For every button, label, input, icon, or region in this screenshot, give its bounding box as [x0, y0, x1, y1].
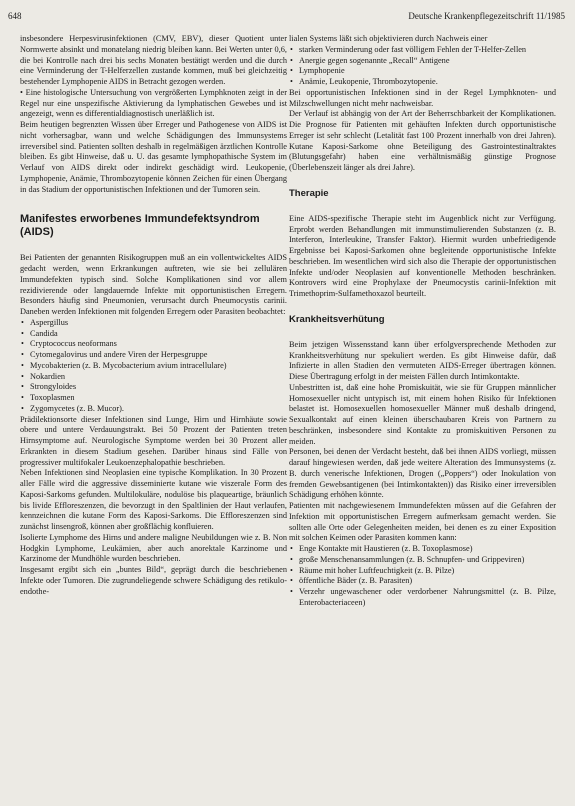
- list-item: • Räume mit hoher Luftfeuchtigkeit (z. B. Pilze): [289, 566, 556, 577]
- list-item: • Mycobakterien (z. B. Mycobacterium avium intracellulare): [20, 361, 287, 372]
- intro-paragraph-2: • Eine histologische Untersuchung von vergrößerten Lymphknoten zeigt in der Regel nur eine unspezifische Aktivierung da lymphatischen Gewebes und ist angezeigt, wenn es differentialdiagnostisch unerläßlich ist.: [20, 87, 287, 119]
- list-item: • Candida: [20, 329, 287, 340]
- paragraph-predilection: Prädilektionsorte dieser Infektionen sind Lunge, Hirn und Hirnhäute sowie obere und untere Verdauungstrakt. Bei 50 Prozent der Patienten treten Hirnsymptome auf. Neurologische Symptome werden bei 30 Prozent aller Erkrankten in diesem Stadium gesehen. Darüber hinaus sind Fälle von progressiver multifokaler Leukoenzephalopathie beschrieben.: [20, 414, 287, 467]
- section-heading-therapy: Therapie: [289, 187, 329, 199]
- paragraph-therapy: Eine AIDS-spezifische Therapie steht im Augenblick nicht zur Verfügung. Erprobt werden Behandlungen mit immunstimulierenden Substanzen (z. B. Interferon, Interleukine, Transfer Faktor). Hiermit wurden unbefriedigende Ergebnisse bei Kaposi-Sarkomen ohne begleitende opportunistische Infekte beschrieben. Im wesentlichen wird sich also die Therapie der opportunistischen Infekte und/oder Neoplasien auf konventionelle Methoden beschränken. Kontrovers wird eine Prophylaxe der Pneumocystis carinii-Infektion mit Trimethoprim-Sulfamethoxazol beurteilt.: [289, 213, 556, 298]
- list-item: • starken Verminderung oder fast völligem Fehlen der T-Helfer-Zellen: [289, 45, 556, 56]
- paragraph-prevention-4: Patienten mit nachgewiesenem Immundefekten müssen auf die Gefahren der Infektion mit opportunistischen Erregern aufmerksam gemacht werden. Sie sollten alle Orte oder Gelegenheiten meiden, bei denen es zu einer Exposition mit solchen Keimen oder Parasiten kommen kann:: [289, 501, 556, 543]
- paragraph-lymph-nodes: Bei opportunistischen Infektionen sind in der Regel Lymphknoten- und Milzschwellungen nicht mehr nachweisbar.: [289, 87, 556, 108]
- left-column: [20, 34, 287, 597]
- paragraph-overall: Insgesamt ergibt sich ein „buntes Bild“, geprägt durch die beschriebenen Infekte oder Tumoren. Die zugrundeliegende schwere Schädigung des retikulo-endothe-: [20, 565, 287, 596]
- page-header: [8, 9, 565, 23]
- list-item: • Cytomegalovirus und andere Viren der Herpesgruppe: [20, 350, 287, 361]
- list-item: • Toxoplasmen: [20, 393, 287, 404]
- risk-list: [289, 544, 556, 609]
- page-number: 648: [8, 11, 22, 21]
- pathogen-list: [20, 318, 287, 415]
- findings-list: [289, 45, 556, 88]
- list-item: • Aspergillus: [20, 318, 287, 329]
- paragraph-prognosis: Der Verlauf ist abhängig von der Art der Beherrschbarkeit der Komplikationen. Die Prognose für Patienten mit gehäuften Infekten durch opportunistische Erreger ist sehr schlecht (Letalität fast 100 Prozent innerhalb von drei Jahren). Kutane Kaposi-Sarkome ohne Beteiligung des Gastrointestinaltraktes (Blutungsgefahr) haben eine verhältnismäßig günstige Prognose (Überlebenszeit länger als drei Jahre).: [289, 109, 556, 172]
- section-heading-prevention: Krankheitsverhütung: [289, 313, 385, 325]
- list-item: • Verzehr ungewaschener oder verdorbener Nahrungsmittel (z. B. Pilze, Enterobacteriaceen): [289, 587, 556, 609]
- paragraph-prevention-2: Unbestritten ist, daß eine hohe Promiskuität, wie sie für Gruppen männlicher Homosexueller nicht untypisch ist, mit einem hohen Risiko für Infektionen belastet ist. Homosexuellen homosexueller Männer muß deshalb dringend, Sexualkontakt auf einen kleinen überschaubaren Kreis von Partnern zu beschränken, insbesondere sind Kontakte zu promiskuitiven Personen zu meiden.: [289, 382, 556, 446]
- paragraph-prevention-1: Beim jetzigen Wissensstand kann über erfolgversprechende Methoden zur Krankheitsverhütung nur spekuliert werden. Es gibt Hinweise dafür, daß Infizierte in allen Stadien den vermuteten AIDS-Erreger übertragen können. Diese Übertragung erfolgt in der meisten Fällen durch Intimkontakte.: [289, 339, 556, 381]
- journal-title: Deutsche Krankenpflegezeitschrift 11/1985: [408, 11, 565, 21]
- list-item: • große Menschenansammlungen (z. B. Schnupfen- und Grippeviren): [289, 555, 556, 566]
- section-heading-aids: Manifestes erworbenes Immundefektsyndrom (AIDS): [20, 213, 260, 239]
- list-item: • Lymphopenie: [289, 66, 556, 77]
- paragraph-complications: Bei Patienten der genannten Risikogruppen muß an ein vollentwickeltes AIDS gedacht werden, wenn Erkrankungen auftreten, wie sie bei zellulären Immundefekten typisch sind. Solche Komplikationen sind vor allem rezidivierende oder langdauernde Infekte mit opportunistischen Erregern. Besonders häufig sind Pneumonien, verursacht durch Pneumocystis carinii. Daneben werden Infektionen mit folgenden Erregern oder Parasiten beobachtet:: [20, 253, 287, 316]
- right-column: [289, 34, 556, 609]
- intro-paragraph-1: insbesondere Herpesvirusinfektionen (CMV, EBV), dieser Quotient unter Normwerte absinkt und monatelang niedrig bleiben kann. Bei Werten unter 0,6, die bei Kontrolle nach drei bis sechs Monaten bestätigt werden und die durch eine Verminderung der T-Helferzellen zustande kommen, muß bei gleichzeitig bestehender Lymphopenie AIDS in Betracht gezogen werden.: [20, 34, 287, 86]
- list-item: • Enge Kontakte mit Haustieren (z. B. Toxoplasmose): [289, 544, 556, 555]
- paragraph-prevention-3: Personen, bei denen der Verdacht besteht, daß bei ihnen AIDS vorliegt, müssen darauf hingewiesen werden, daß jede weitere Alteration des Immunsystems (z. B. durch venerische Infektionen, Drogen („Poppers“) oder Inokulation von fremden Gewebsantigenen (bei Intimkontakten)) das Risiko einer irreversiblen Schädigung erhöhen könnte.: [289, 447, 556, 500]
- list-item: • Zygomycetes (z. B. Mucor).: [20, 404, 287, 415]
- list-item: • öffentliche Bäder (z. B. Parasiten): [289, 576, 556, 587]
- list-item: • Cryptococcus neoformans: [20, 339, 287, 350]
- paragraph-neoplasia: Neben Infektionen sind Neoplasien eine typische Komplikation. In 30 Prozent aller Fälle wird die aggressive disseminierte kutane wie viszerale Form des Kaposi-Sarkoms gefunden. Multilokuläre, nodulöse bis plaqueartige, bräunlich bis livide Effloreszenzen, die bevorzugt in den Spaltlinien der Haut verlaufen, kennzeichnen die kutane Form des Kaposi-Sarkoms. Die Effloreszenzen sind zunächst linsengroß, können aber großflächig konfluieren.: [20, 468, 287, 531]
- list-item: • Nokardien: [20, 372, 287, 383]
- list-item: • Strongyloides: [20, 382, 287, 393]
- paragraph-continuation: lialen Systems läßt sich objektivieren durch Nachweis einer: [289, 34, 488, 43]
- list-item: • Anergie gegen sogenannte „Recall“ Antigene: [289, 56, 556, 67]
- paragraph-lymphoma: Isolierte Lymphome des Hirns und andere maligne Neubildungen wie z. B. Non Hodgkin Lymphome, Leukämien, aber auch anorektale Karzinome und Karzinome der Mundhöhle wurden beschrieben.: [20, 532, 287, 564]
- list-item: • Anämie, Leukopenie, Thrombozytopenie.: [289, 77, 556, 88]
- intro-paragraph-3: Beim heutigen begrenzten Wissen über Erreger und Pathogenese von AIDS ist nicht vorhersagbar, wann und welche Schädigungen des Immunsystems irreversibel sind. Patienten sollten deshalb in regelmäßigen ärztlichen Kontrolle bleiben. Es gibt Hinweise, daß u. U. das gesamte lymphopathische System im Verlauf von AIDS direkt oder indirekt geschädigt wird. Leukopenie, Lymphopenie, Anämie, Thrombozytopenie können Zeichen für einen Übergang in das Stadium der opportunistischen Infektionen und der Tumoren sein.: [20, 120, 287, 194]
